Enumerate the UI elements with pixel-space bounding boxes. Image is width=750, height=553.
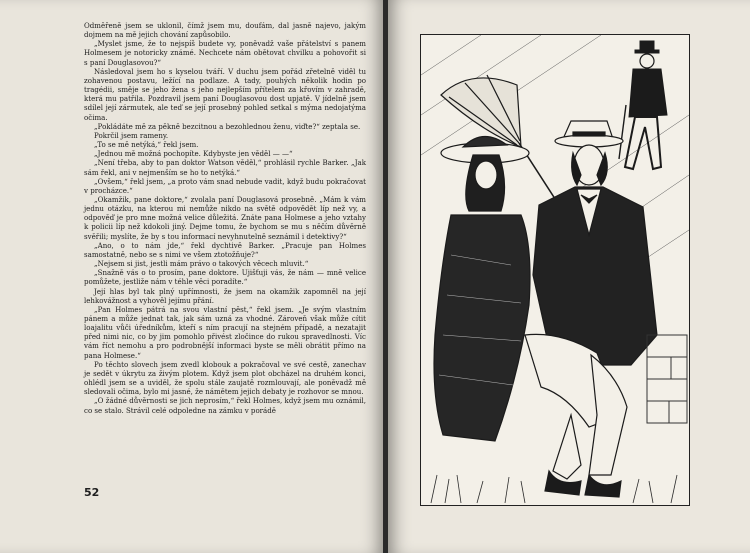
seated-man-figure (525, 121, 657, 497)
page-number: 52 (84, 486, 100, 499)
paragraph: „Myslet jsme, že to nejspíš budete vy, poněvadž vaše přátelství s panem Holmesem je notoricky známé. Nechcete nám obětovat chvilku a pohovořit si s paní Douglasovou?“ (84, 39, 366, 67)
paragraph: „Není třeba, aby to pan doktor Watson věděl,“ prohlásil rychle Barker. „Jak sám řekl, ani v nejmenším se ho to netýká.“ (84, 158, 366, 177)
paragraph: Po těchto slovech jsem zvedl klobouk a pokračoval ve své cestě, zanechav je sedět v úkrytu za živým plotem. Když jsem plot obcházel na druhém konci, ohlédl jsem se a uviděl, že spolu stále zaujatě rozmlouvají, ale poněvadž mě sledovali očima, bylo mi jasné, že námětem jejich debaty je rozhovor se mnou. (84, 359, 366, 397)
distant-man-figure (619, 41, 667, 169)
paragraph: „Snažně vás o to prosím, pane doktore. Ujišťuji vás, že nám — mně velice pomůžete, jestliže nám v téhle věci poradíte.“ (84, 268, 366, 287)
paragraph: „Pokládáte mě za pěkně bezcitnou a bezohlednou ženu, viďte?“ zeptala se. (94, 121, 361, 131)
paragraph: „Okamžik, pane doktore,“ zvolala paní Douglasová prosebně. „Mám k vám jednu otázku, na kterou mi nemůže nikdo na světě odpovědět líp než vy, a odpověď je pro mne možná velice důležitá. Znáte pana Holmese a jeho vztahy k policii líp než kdokoli jiný. Dejme tomu, že bychom se mu s něčím důvěrně svěřili; myslíte, že by s tou informací nevyhnutelně seznámil i detektivy?“ (84, 194, 366, 241)
paragraph: „Nejsem si jist, jestli mám právo o takových věcech mluvit.“ (94, 259, 309, 269)
paragraph: Následoval jsem ho s kyselou tváří. V duchu jsem pořád zřetelně viděl tu zohavenou postavu, ležící na podlaze. A tady, pouhých několik hodin po tragédii, směje se jeho žena s jeho nejlepším přítelem za křovím v zahradě, která mu patřila. Pozdravil jsem paní Douglasovou dost upjatě. V jídelně jsem sdílel její zármutek, ale teď se její prosebný pohled setkal s mýma nedojatýma očima. (84, 66, 366, 122)
paragraph: „To se mě netýká,“ řekl jsem. (94, 140, 199, 150)
paragraph: „O žádné důvěrnosti se jich neprosím,“ řekl Holmes, když jsem mu oznámil, co se stalo. Strávil celé odpoledne na zámku v porádě (84, 396, 366, 415)
paragraph: „Jednou mě možná pochopíte. Kdybyste jen věděl — —“ (94, 149, 293, 159)
stone-wall (647, 335, 687, 423)
body-text (84, 21, 366, 415)
woman-figure (434, 136, 530, 441)
illustration-drawing (421, 35, 689, 505)
paragraph: „Ovšem,“ řekl jsem, „a proto vám snad nebude vadit, když budu pokračovat v procházce.“ (84, 176, 366, 195)
paragraph: Odměřeně jsem se uklonil, čímž jsem mu, doufám, dal jasně najevo, jakým dojmem na mě jejich chování zapůsobilo. (84, 21, 366, 40)
paragraph: „Ano, o to nám jde,“ řekl dychtivě Barker. „Pracuje pan Holmes samostatně, nebo se s nimi ve všem ztotožňuje?“ (84, 240, 366, 259)
paragraph: Pokrčil jsem rameny. (94, 130, 169, 140)
paragraph: Její hlas byl tak plný upřímnosti, že jsem na okamžik zapomněl na její lehkovážnost a vyhověl jejímu přání. (84, 286, 366, 305)
illustration (420, 34, 690, 506)
paragraph: „Pan Holmes pátrá na svou vlastní pěst,“ řekl jsem. „Je svým vlastním pánem a může jednat tak, jak sám uzná za vhodné. Zároveň však může cítit loajalitu vůči úředníkům, kteří s ním pracují na stejném případě, a nezatajit před nimi nic, co by jim pomohlo přivést zločince do rukou spravedlnosti. Víc vám říct nemohu a pro podrobnější informaci byste se měli obrátit přímo na pana Holmese.“ (84, 304, 366, 360)
